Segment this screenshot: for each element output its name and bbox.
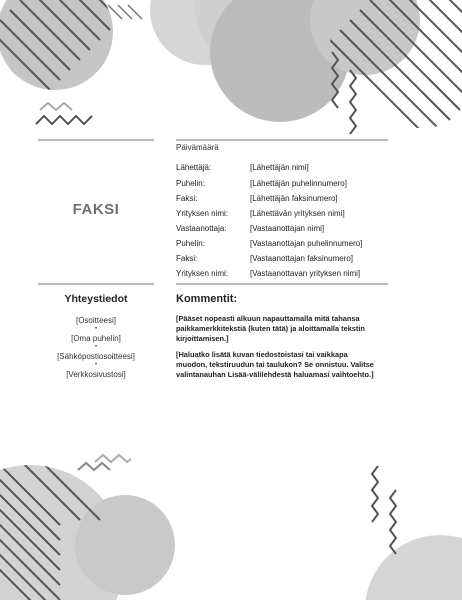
field-value-sender-fax[interactable]: [Lähettäjän faksinumero]: [250, 194, 338, 203]
field-value-recipient-phone[interactable]: [Vastaanottajan puhelinnumero]: [250, 239, 363, 248]
field-label: Faksi:: [176, 194, 198, 203]
field-label: Yrityksen nimi:: [176, 269, 229, 278]
comments-paragraph-1[interactable]: [Pääset nopeasti alkuun napauttamalla mitä tahansa paikkamerkkitekstiä (kuten tätä) ja aloittamalla tekstin kirjoittamisen.]: [176, 314, 365, 343]
zigzag-top-right-2: [350, 70, 356, 134]
field-label: Yrityksen nimi:: [176, 209, 229, 218]
comments-heading: Kommentit:: [176, 293, 238, 305]
comments-paragraph-2[interactable]: [Haluatko lisätä kuvan tiedostoistasi tai vaikkapa muodon, tekstiruudun tai taulukon? Se onnistuu. Valitse valintanauhan Lisää-välilehdestä haluamasi vaihtoehto.]: [176, 350, 374, 379]
field-value-sender-phone[interactable]: [Lähettäjän puhelinnumero]: [250, 179, 347, 188]
date-field[interactable]: Päivämäärä: [176, 143, 219, 152]
contact-separator: •: [94, 326, 98, 332]
contact-separator: •: [94, 362, 98, 368]
divider-mid-right: [176, 283, 388, 285]
contact-heading: Yhteystiedot: [64, 293, 128, 305]
page-title: FAKSI: [72, 201, 120, 218]
field-label: Puhelin:: [176, 239, 205, 248]
field-label: Vastaanottaja:: [176, 224, 227, 233]
divider-top-left: [38, 139, 154, 141]
top-left-small-hatch: [108, 5, 142, 19]
field-label: Puhelin:: [176, 179, 205, 188]
field-label: Faksi:: [176, 254, 198, 263]
zigzag-bottom-right-1: [372, 466, 378, 522]
contact-phone[interactable]: [Oma puhelin]: [71, 334, 121, 343]
zigzag-bottom-left-1: [78, 463, 110, 470]
zigzag-top-left: [36, 116, 92, 124]
field-label: Lähettäjä:: [176, 163, 212, 172]
field-value-sender-name[interactable]: [Lähettäjän nimi]: [250, 163, 309, 172]
zigzag-bottom-left-2: [95, 455, 131, 462]
zigzag-top-left-light: [40, 103, 72, 110]
field-value-recipient-fax[interactable]: [Vastaanottajan faksinumero]: [250, 254, 354, 263]
divider-mid-left: [38, 283, 154, 285]
field-value-recipient-name[interactable]: [Vastaanottajan nimi]: [250, 224, 325, 233]
field-value-sender-company[interactable]: [Lähettävän yrityksen nimi]: [250, 209, 345, 218]
contact-separator: •: [94, 344, 98, 350]
contact-email[interactable]: [Sähköpostiosoitteesi]: [57, 352, 135, 361]
contact-address[interactable]: [Osoitteesi]: [75, 316, 116, 325]
field-value-recipient-company[interactable]: [Vastaanottavan yrityksen nimi]: [250, 269, 361, 278]
zigzag-bottom-right-2: [390, 490, 396, 554]
divider-top-right: [176, 139, 388, 141]
contact-website[interactable]: [Verkkosivustosi]: [66, 370, 126, 379]
